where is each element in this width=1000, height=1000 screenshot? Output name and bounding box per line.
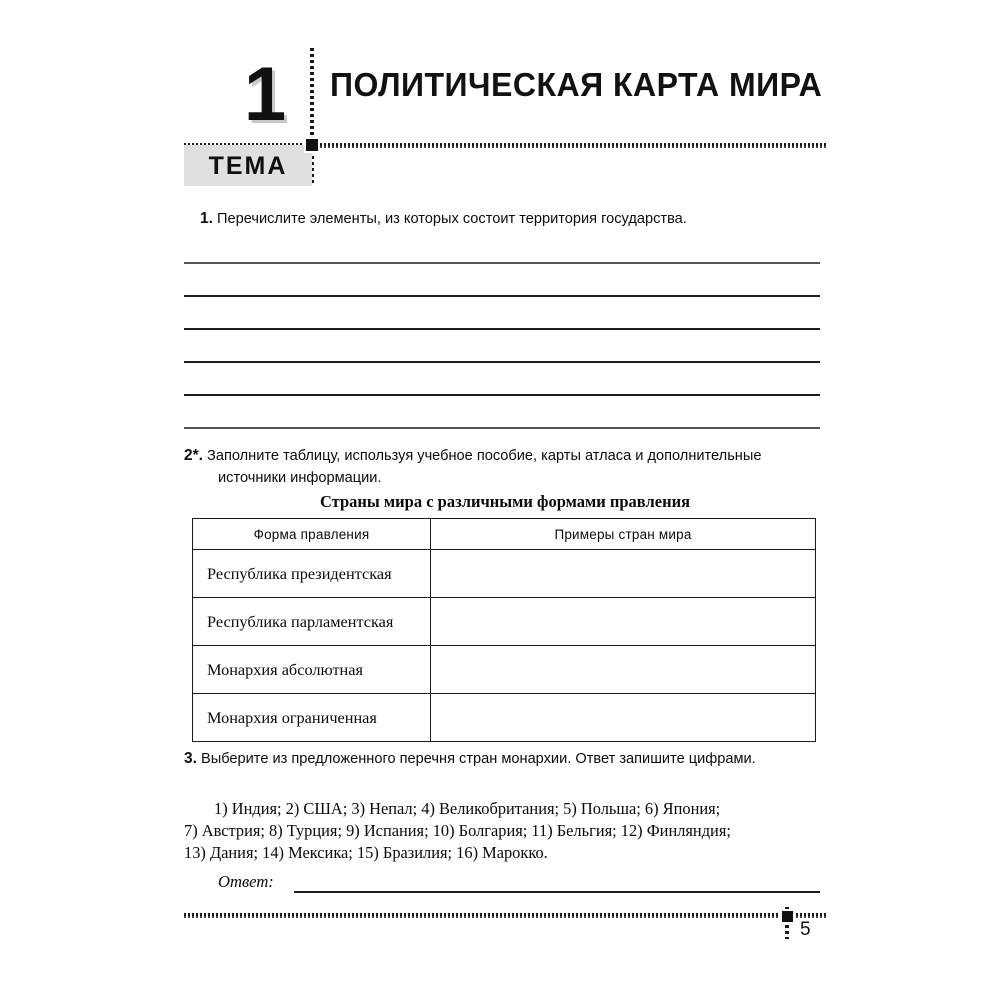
answer-line[interactable] <box>294 891 820 893</box>
theme-number: 1 <box>243 52 285 137</box>
page-footer <box>184 905 826 960</box>
task-1-prompt <box>200 208 820 230</box>
answer-line[interactable] <box>184 427 820 429</box>
answer-label: Ответ: <box>218 872 274 891</box>
theme-badge-label: ТЕМА <box>208 152 288 180</box>
task-2 <box>184 445 826 489</box>
task-1-number: 1. <box>200 210 213 227</box>
footer-square-marker-icon <box>780 909 795 924</box>
answer-line[interactable] <box>184 262 820 264</box>
table-cell-form: Монархия абсолютная <box>193 646 431 694</box>
table-row <box>193 694 816 742</box>
answer-line[interactable] <box>184 394 820 396</box>
task-3 <box>184 748 826 771</box>
table-row <box>193 598 816 646</box>
table-cell-form: Монархия ограниченная <box>193 694 431 742</box>
page-header <box>184 48 826 193</box>
task-1-text: Перечислите элементы, из которых состоит территория государства. <box>217 211 687 227</box>
country-list-line: 13) Дания; 14) Мексика; 15) Бразилия; 16) Марокко. <box>184 843 548 862</box>
task-3-number: 3. <box>184 750 197 767</box>
table-row <box>193 646 816 694</box>
country-list <box>184 798 826 864</box>
answer-line[interactable] <box>184 361 820 363</box>
footer-horizontal-divider <box>184 913 826 918</box>
table-cell-examples[interactable] <box>430 646 815 694</box>
table-cell-examples[interactable] <box>430 550 815 598</box>
table-cell-form: Республика президентская <box>193 550 431 598</box>
table-header-form: Форма правления <box>193 519 431 550</box>
theme-badge <box>184 145 312 186</box>
table-header-examples: Примеры стран мира <box>430 519 815 550</box>
task-3-prompt <box>184 748 826 771</box>
task-2-prompt <box>184 445 826 489</box>
page-title: ПОЛИТИЧЕСКАЯ КАРТА МИРА <box>330 66 823 103</box>
table-row <box>193 550 816 598</box>
answer-line[interactable] <box>184 295 820 297</box>
table-cell-examples[interactable] <box>430 598 815 646</box>
country-list-line: 1) Индия; 2) США; 3) Непал; 4) Великобритания; 5) Польша; 6) Япония; <box>214 799 721 818</box>
table-caption: Страны мира с различными формами правления <box>319 492 691 511</box>
forms-of-government-table <box>192 518 816 742</box>
task-3-text: Выберите из предложенного перечня стран монархии. Ответ запишите цифрами. <box>201 751 756 767</box>
table-cell-form: Республика парламентская <box>193 598 431 646</box>
country-list-line: 7) Австрия; 8) Турция; 9) Испания; 10) Болгария; 11) Бельгия; 12) Финляндия; <box>184 821 731 840</box>
header-square-marker-icon <box>304 137 320 153</box>
task-2-number: 2*. <box>184 447 203 464</box>
table-cell-examples[interactable] <box>430 694 815 742</box>
page-number: 5 <box>800 919 811 940</box>
table-header-row <box>193 519 816 550</box>
answer-line[interactable] <box>184 328 820 330</box>
task-2-text: Заполните таблицу, используя учебное пособие, карты атласа и дополнительные источники информации. <box>207 448 762 486</box>
task-3-answer-row <box>184 872 826 898</box>
